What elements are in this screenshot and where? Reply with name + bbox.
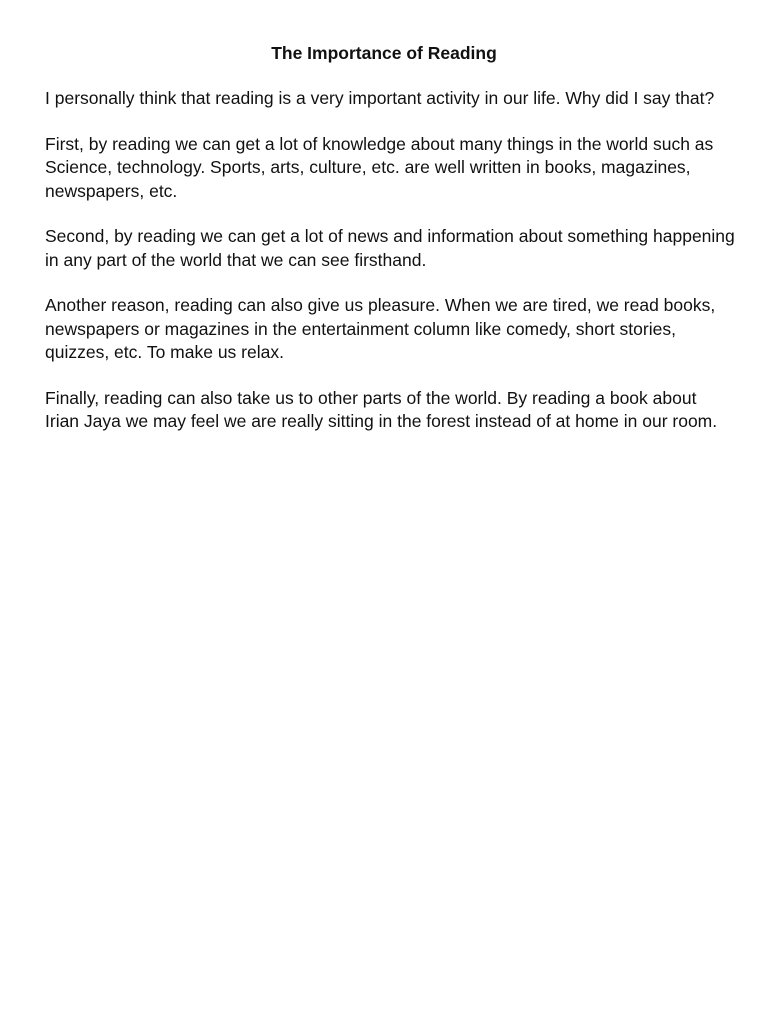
paragraph-second: Second, by reading we can get a lot of news and information about something happening in any part of the world that we can see firsthand. <box>45 226 735 270</box>
document-body <box>45 87 735 456</box>
paragraph-finally: Finally, reading can also take us to other parts of the world. By reading a book about Irian Jaya we may feel we are really sitting in the forest instead of at home in our room. <box>45 387 718 431</box>
paragraph-intro: I personally think that reading is a very important activity in our life. Why did I say that? <box>45 88 715 108</box>
paragraph-first: First, by reading we can get a lot of knowledge about many things in the world such as Science, technology. Sports, arts, culture, etc. are well written in books, magazines, newspapers, etc. <box>45 133 714 201</box>
document-title: The Importance of Reading <box>271 43 497 63</box>
paragraph-another-reason: Another reason, reading can also give us pleasure. When we are tired, we read books, newspapers or magazines in the entertainment column like comedy, short stories, quizzes, etc. To make us relax. <box>45 295 716 362</box>
